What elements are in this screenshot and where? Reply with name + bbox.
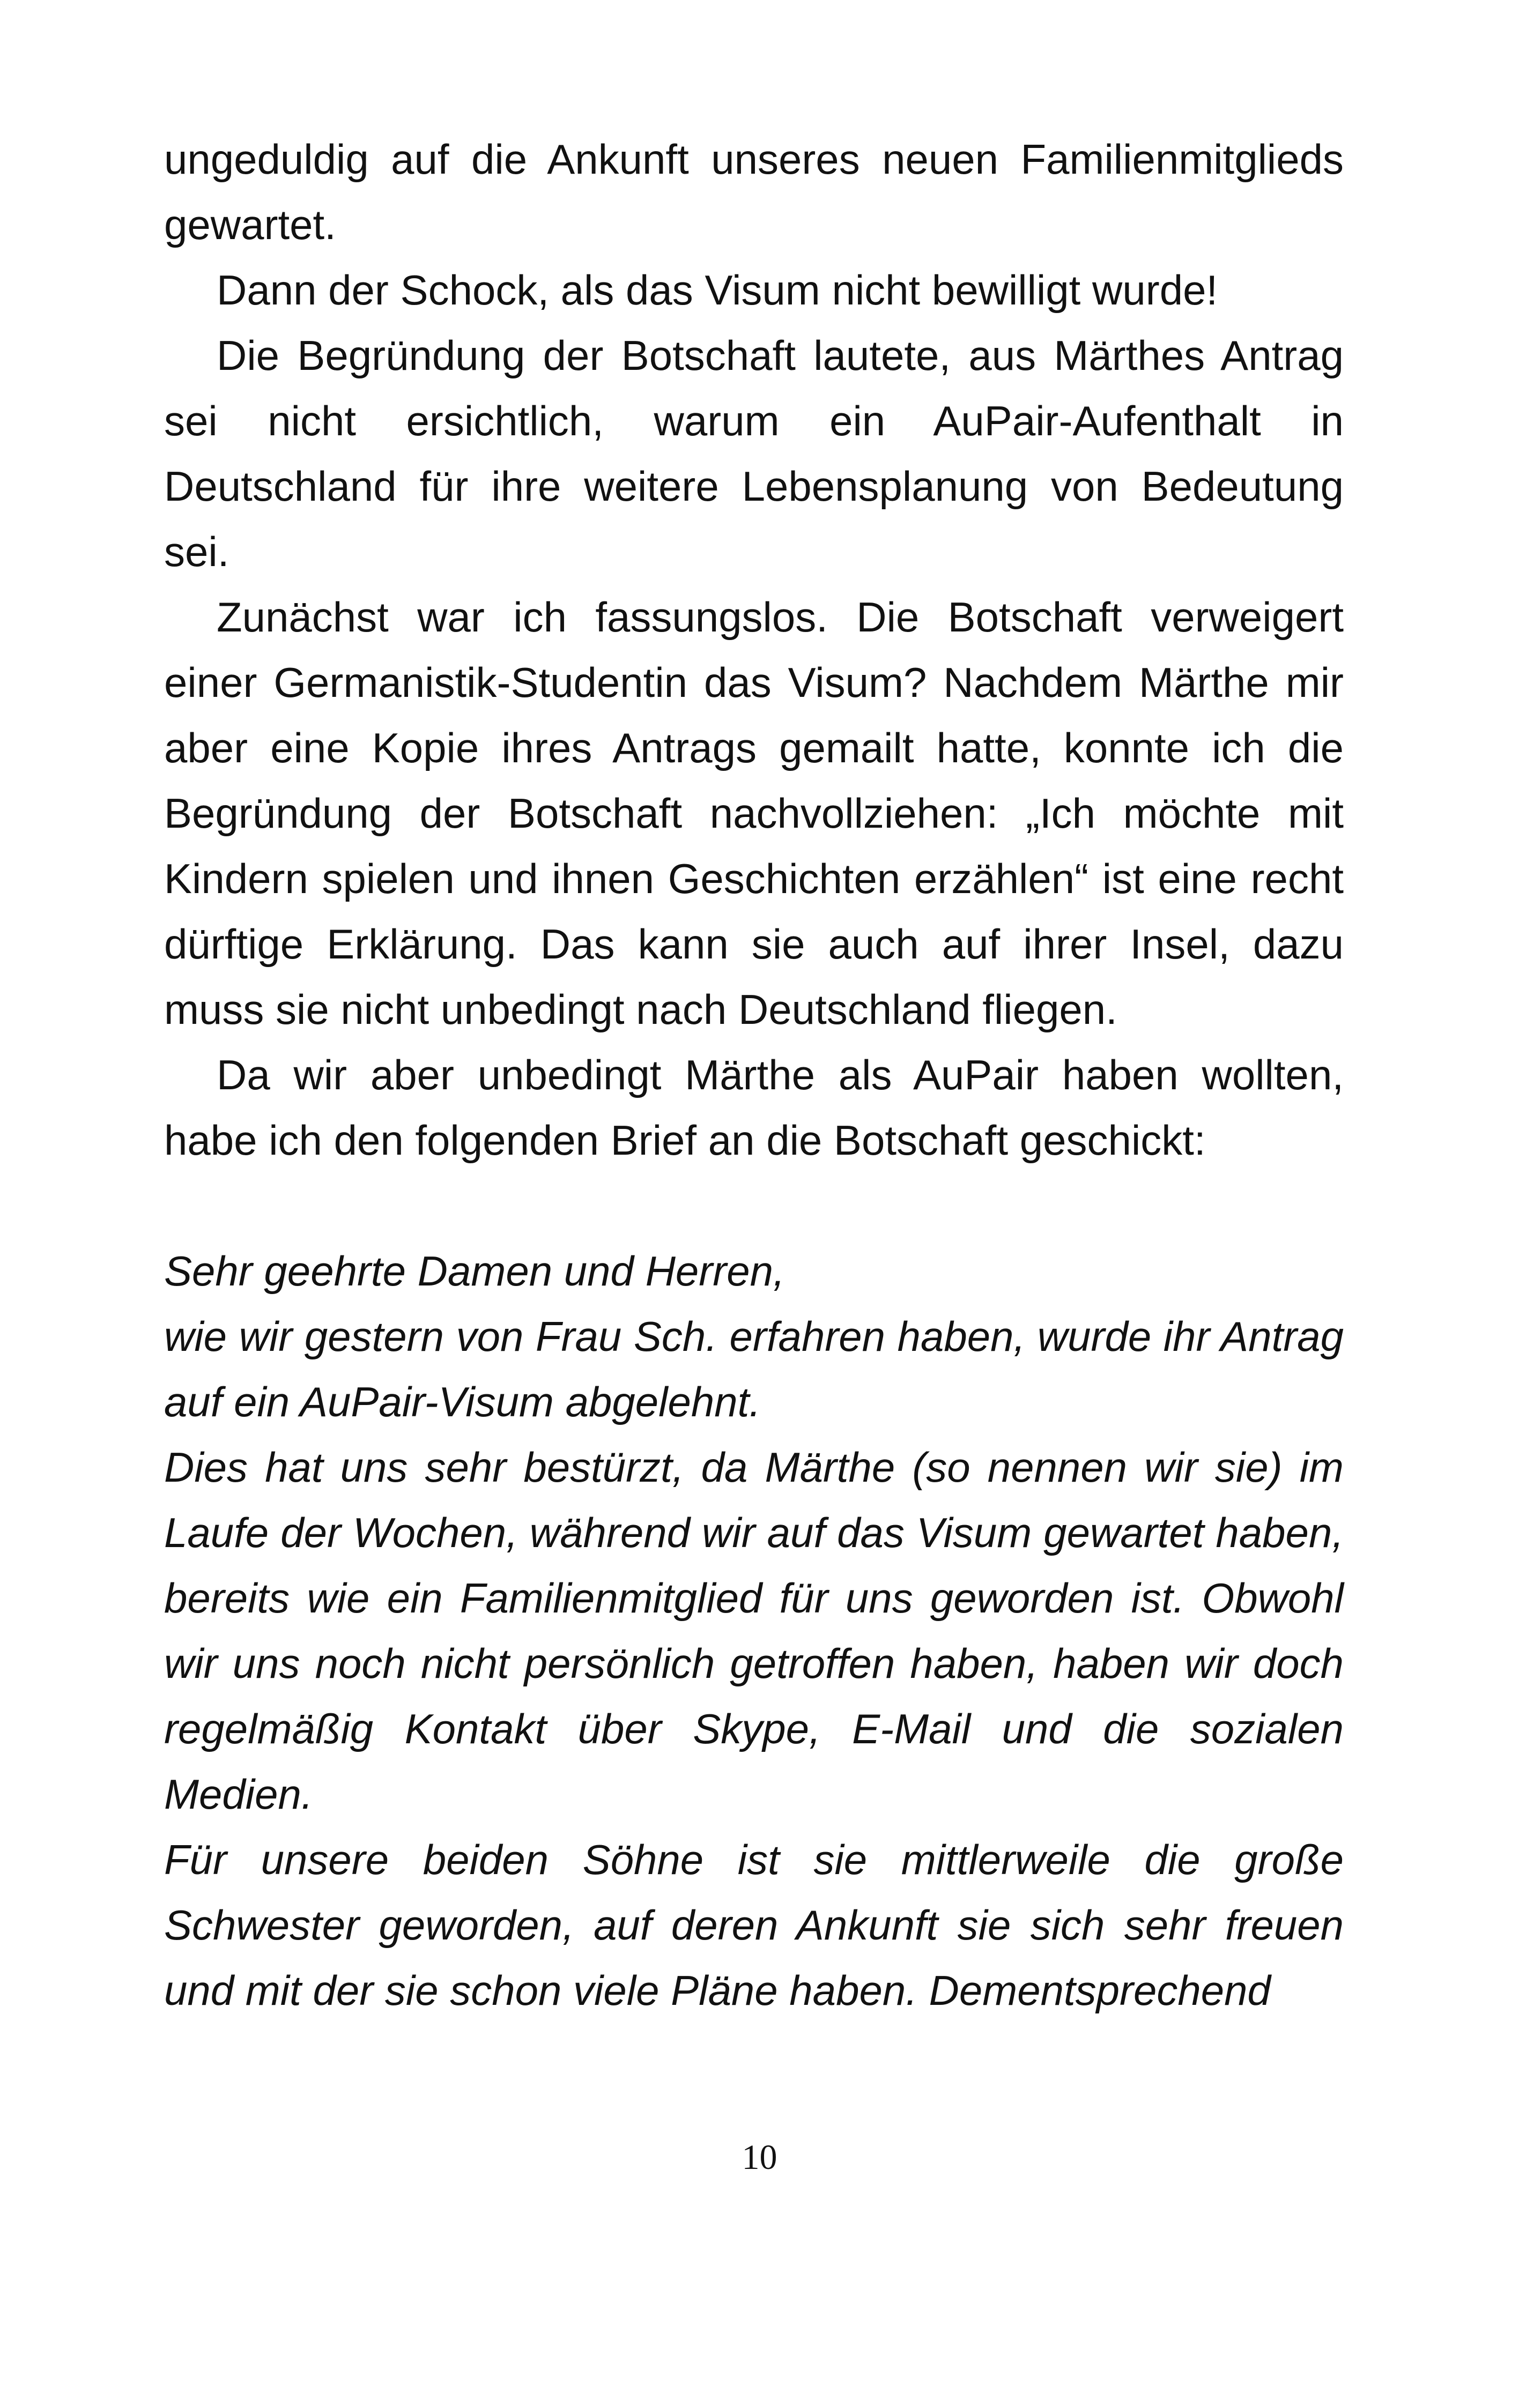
letter-salutation: Sehr geehrte Damen und Herren, [164,1247,785,1295]
paragraph-visa-shock: Dann der Schock, als das Visum nicht bewilligt wurde! [217,266,1218,314]
page-number: 10 [742,2138,777,2177]
paragraph-letter-intro: Da wir aber unbedingt Märthe als AuPair haben wollten, habe ich den folgenden Brief an die Botschaft geschickt: [164,1051,1344,1164]
letter-paragraph-rejection: wie wir gestern von Frau Sch. erfahren haben, wurde ihr Antrag auf ein AuPair-Visum abgelehnt. [164,1313,1344,1425]
paragraph-spacer [164,1173,1344,1238]
page-body [164,127,1344,2023]
letter-paragraph-sons: Für unsere beiden Söhne ist sie mittlerweile die große Schwester geworden, auf deren Ankunft sie sich sehr freuen und mit der sie schon viele Pläne haben. Dementsprechend [164,1836,1344,2014]
paragraph-embassy-reason: Die Begründung der Botschaft lautete, aus Märthes Antrag sei nicht ersichtlich, warum ein AuPair-Aufenthalt in Deutschland für ihre weitere Lebensplanung von Bedeutung sei. [164,332,1344,575]
paragraph-reaction: Zunächst war ich fassungslos. Die Botschaft verweigert einer Germanistik-Studentin das Visum? Nachdem Märthe mir aber eine Kopie ihres Antrags gemailt hatte, konnte ich die Begründung der Botschaft nachvollziehen: „Ich möchte mit Kindern spielen und ihnen Geschichten erzählen“ ist eine recht dürftige Erklärung. Das kann sie auch auf ihrer Insel, dazu muss sie nicht unbedingt nach Deutschland fliegen. [164,593,1344,1033]
letter-paragraph-family: Dies hat uns sehr bestürzt, da Märthe (so nennen wir sie) im Laufe der Wochen, während wir auf das Visum gewartet haben, bereits wie ein Familienmitglied für uns geworden ist. Obwohl wir uns noch nicht persönlich getroffen haben, haben wir doch regelmäßig Kontakt über Skype, E-Mail und die sozialen Medien. [164,1444,1344,1818]
paragraph-continuation: ungeduldig auf die Ankunft unseres neuen Familienmitglieds gewartet. [164,136,1344,248]
